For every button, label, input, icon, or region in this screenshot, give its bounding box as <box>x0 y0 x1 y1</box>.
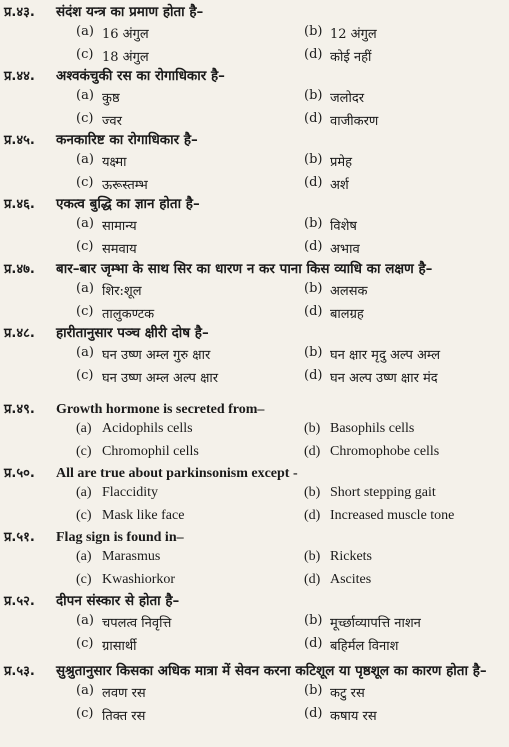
question-number: प्र.४६. <box>4 197 35 212</box>
question-block <box>0 323 509 391</box>
question-text: अश्वकंचुकी रस का रोगाधिकार है– <box>56 68 225 84</box>
options-grid <box>0 613 509 659</box>
option-item <box>304 508 454 524</box>
option-letter: (a) <box>76 549 92 564</box>
option-letter: (a) <box>76 281 94 296</box>
question-row <box>0 130 509 152</box>
option-letter: (a) <box>76 485 92 500</box>
option-item <box>76 444 199 460</box>
options-grid <box>0 281 509 327</box>
question-row <box>0 527 509 549</box>
question-block <box>0 194 509 262</box>
option-text: जलोदर <box>330 91 365 106</box>
option-letter: (d) <box>304 508 321 523</box>
options-grid <box>0 549 509 595</box>
option-item <box>76 636 137 654</box>
option-text: 12 अंगुल <box>330 27 377 42</box>
option-letter: (a) <box>76 152 94 167</box>
option-text: सामान्य <box>102 219 137 234</box>
option-letter: (a) <box>76 421 92 436</box>
option-letter: (c) <box>76 636 94 651</box>
option-item <box>304 485 436 501</box>
option-letter: (d) <box>304 368 323 383</box>
option-item <box>76 683 146 701</box>
option-item <box>76 216 137 234</box>
question-number: प्र.४८. <box>4 326 35 341</box>
option-text: Rickets <box>330 549 372 564</box>
option-text: Chromophobe cells <box>330 444 440 459</box>
question-number: प्र.४७. <box>4 262 35 277</box>
option-letter: (d) <box>304 706 323 721</box>
option-text: विशेष <box>330 219 357 234</box>
question-text: एकत्व बुद्धि का ज्ञान होता है– <box>56 196 200 212</box>
option-text: प्रमेह <box>330 155 353 170</box>
option-text: यक्ष्मा <box>102 155 127 170</box>
option-text: तालुकण्टक <box>102 307 155 322</box>
question-text: बार–बार जृम्भा के साथ सिर का धारण न कर पाना किस व्याधि का लक्षण है– <box>56 261 433 277</box>
question-row <box>0 661 509 683</box>
option-item <box>304 281 368 299</box>
option-item <box>76 175 148 193</box>
option-text: अभाव <box>330 242 360 257</box>
option-letter: (d) <box>304 111 323 126</box>
option-letter: (b) <box>304 345 323 360</box>
option-text: कोई नहीं <box>330 50 372 65</box>
option-letter: (c) <box>76 47 94 62</box>
option-letter: (b) <box>304 613 323 628</box>
option-letter: (c) <box>76 111 94 126</box>
option-text: शिर:शूल <box>102 284 142 299</box>
question-block <box>0 66 509 134</box>
option-item <box>76 281 142 299</box>
option-text: बहिर्मल विनाश <box>330 639 399 654</box>
option-item <box>304 549 372 565</box>
option-letter: (b) <box>304 683 323 698</box>
question-number: प्र.५१. <box>4 530 35 545</box>
option-text: घन उष्ण अम्ल अल्प क्षार <box>102 371 219 386</box>
options-grid <box>0 88 509 134</box>
question-row <box>0 2 509 24</box>
option-item <box>304 444 439 460</box>
option-item <box>76 508 184 524</box>
option-letter: (b) <box>304 281 323 296</box>
options-grid <box>0 485 509 531</box>
options-grid <box>0 421 509 467</box>
option-text: कटु रस <box>330 686 365 701</box>
question-number: प्र.५२. <box>4 594 35 609</box>
option-item <box>76 47 149 65</box>
question-text: हारीतानुसार पञ्च क्षीरी दोष है– <box>56 325 209 341</box>
option-text: Acidophils cells <box>102 421 193 436</box>
question-row <box>0 323 509 345</box>
option-text: ऊरूस्तम्भ <box>102 178 148 193</box>
option-item <box>304 636 398 654</box>
question-row <box>0 194 509 216</box>
question-text: Flag sign is found in– <box>56 530 184 545</box>
question-row <box>0 259 509 281</box>
option-text: वाजीकरण <box>330 114 379 129</box>
option-letter: (a) <box>76 24 94 39</box>
option-item <box>304 239 360 257</box>
option-item <box>76 345 210 363</box>
option-text: Ascites <box>330 572 372 587</box>
option-letter: (b) <box>304 216 323 231</box>
option-text: ज्वर <box>102 114 122 129</box>
question-block <box>0 130 509 198</box>
option-letter: (c) <box>76 444 92 459</box>
option-text: Mask like face <box>102 508 185 523</box>
option-letter: (b) <box>304 152 323 167</box>
question-block <box>0 259 509 327</box>
option-text: घन उष्ण अम्ल गुरु क्षार <box>102 348 211 363</box>
option-item <box>304 572 371 588</box>
option-text: घन अल्प उष्ण क्षार मंद <box>330 371 438 386</box>
option-item <box>76 304 154 322</box>
option-text: चपलत्व निवृत्ति <box>102 616 172 631</box>
option-text: घन क्षार मृदु अल्प अम्ल <box>330 348 441 363</box>
option-text: तिक्त रस <box>102 709 146 724</box>
question-number: प्र.४५. <box>4 133 35 148</box>
question-text: कनकारिष्ट का रोगाधिकार है– <box>56 132 198 148</box>
option-text: Increased muscle tone <box>330 508 455 523</box>
option-text: कुष्ठ <box>102 91 120 106</box>
option-letter: (b) <box>304 549 321 564</box>
option-item <box>76 111 122 129</box>
option-text: अर्श <box>330 178 349 193</box>
option-text: अलसक <box>330 284 368 299</box>
option-item <box>304 175 349 193</box>
option-item <box>304 24 377 42</box>
option-item <box>76 88 120 106</box>
option-item <box>76 549 160 565</box>
question-number: प्र.५०. <box>4 466 35 481</box>
question-text: All are true about parkinsonism except - <box>56 466 298 481</box>
option-letter: (c) <box>76 239 94 254</box>
option-text: Short stepping gait <box>330 485 436 500</box>
option-letter: (a) <box>76 613 94 628</box>
options-grid <box>0 683 509 729</box>
option-text: Basophils cells <box>330 421 415 436</box>
question-block <box>0 591 509 659</box>
option-item <box>76 368 218 386</box>
option-item <box>304 47 371 65</box>
options-grid <box>0 216 509 262</box>
option-text: Flaccidity <box>102 485 158 500</box>
option-item <box>76 572 175 588</box>
option-letter: (d) <box>304 175 323 190</box>
option-letter: (d) <box>304 304 323 319</box>
option-letter: (c) <box>76 304 94 319</box>
option-letter: (d) <box>304 239 323 254</box>
options-grid <box>0 24 509 70</box>
option-item <box>304 152 352 170</box>
option-text: Marasmus <box>102 549 161 564</box>
option-text: Kwashiorkor <box>102 572 176 587</box>
question-text: संदंश यन्त्र का प्रमाण होता है– <box>56 4 204 20</box>
option-item <box>304 613 421 631</box>
question-block <box>0 527 509 595</box>
option-letter: (a) <box>76 345 94 360</box>
question-text: दीपन संस्कार से होता है– <box>56 593 180 609</box>
option-letter: (d) <box>304 636 323 651</box>
option-item <box>76 706 145 724</box>
option-item <box>76 421 193 437</box>
options-grid <box>0 345 509 391</box>
option-item <box>304 345 440 363</box>
option-text: Chromophil cells <box>102 444 199 459</box>
question-text: सुश्रुतानुसार किसका अधिक मात्रा में सेवन करना कटिशूल या पृष्ठशूल का कारण होता है– <box>56 663 487 679</box>
option-letter: (c) <box>76 368 94 383</box>
option-item <box>76 152 126 170</box>
option-letter: (b) <box>304 88 323 103</box>
option-text: बालग्रह <box>330 307 364 322</box>
question-block <box>0 661 509 729</box>
option-letter: (c) <box>76 572 92 587</box>
option-item <box>304 111 378 129</box>
option-text: ग्रासार्थी <box>102 639 137 654</box>
question-number: प्र.४९. <box>4 402 35 417</box>
option-letter: (d) <box>304 444 321 459</box>
option-text: लवण रस <box>102 686 146 701</box>
question-row <box>0 399 509 421</box>
option-item <box>304 88 364 106</box>
option-item <box>76 485 158 501</box>
option-item <box>76 613 171 631</box>
option-letter: (b) <box>304 421 321 436</box>
option-item <box>304 304 364 322</box>
option-letter: (a) <box>76 88 94 103</box>
option-item <box>304 683 365 701</box>
question-row <box>0 66 509 88</box>
option-item <box>304 421 414 437</box>
question-block <box>0 2 509 70</box>
option-letter: (b) <box>304 24 323 39</box>
option-text: कषाय रस <box>330 709 377 724</box>
question-text: Growth hormone is secreted from– <box>56 402 265 417</box>
question-row <box>0 463 509 485</box>
option-text: 18 अंगुल <box>102 50 149 65</box>
option-text: मूर्च्छाव्यापत्ति नाशन <box>330 616 421 631</box>
question-number: प्र.४३. <box>4 5 35 20</box>
option-item <box>76 24 149 42</box>
option-letter: (c) <box>76 175 94 190</box>
option-item <box>304 368 438 386</box>
question-block <box>0 399 509 467</box>
question-number: प्र.४४. <box>4 69 35 84</box>
option-letter: (c) <box>76 508 92 523</box>
option-item <box>304 706 377 724</box>
option-letter: (d) <box>304 572 321 587</box>
options-grid <box>0 152 509 198</box>
question-block <box>0 463 509 531</box>
option-text: 16 अंगुल <box>102 27 149 42</box>
option-letter: (d) <box>304 47 323 62</box>
question-row <box>0 591 509 613</box>
option-letter: (c) <box>76 706 94 721</box>
option-letter: (a) <box>76 216 94 231</box>
option-item <box>304 216 357 234</box>
option-letter: (a) <box>76 683 94 698</box>
question-number: प्र.५३. <box>4 664 35 679</box>
option-text: समवाय <box>102 242 137 257</box>
option-item <box>76 239 137 257</box>
option-letter: (b) <box>304 485 321 500</box>
